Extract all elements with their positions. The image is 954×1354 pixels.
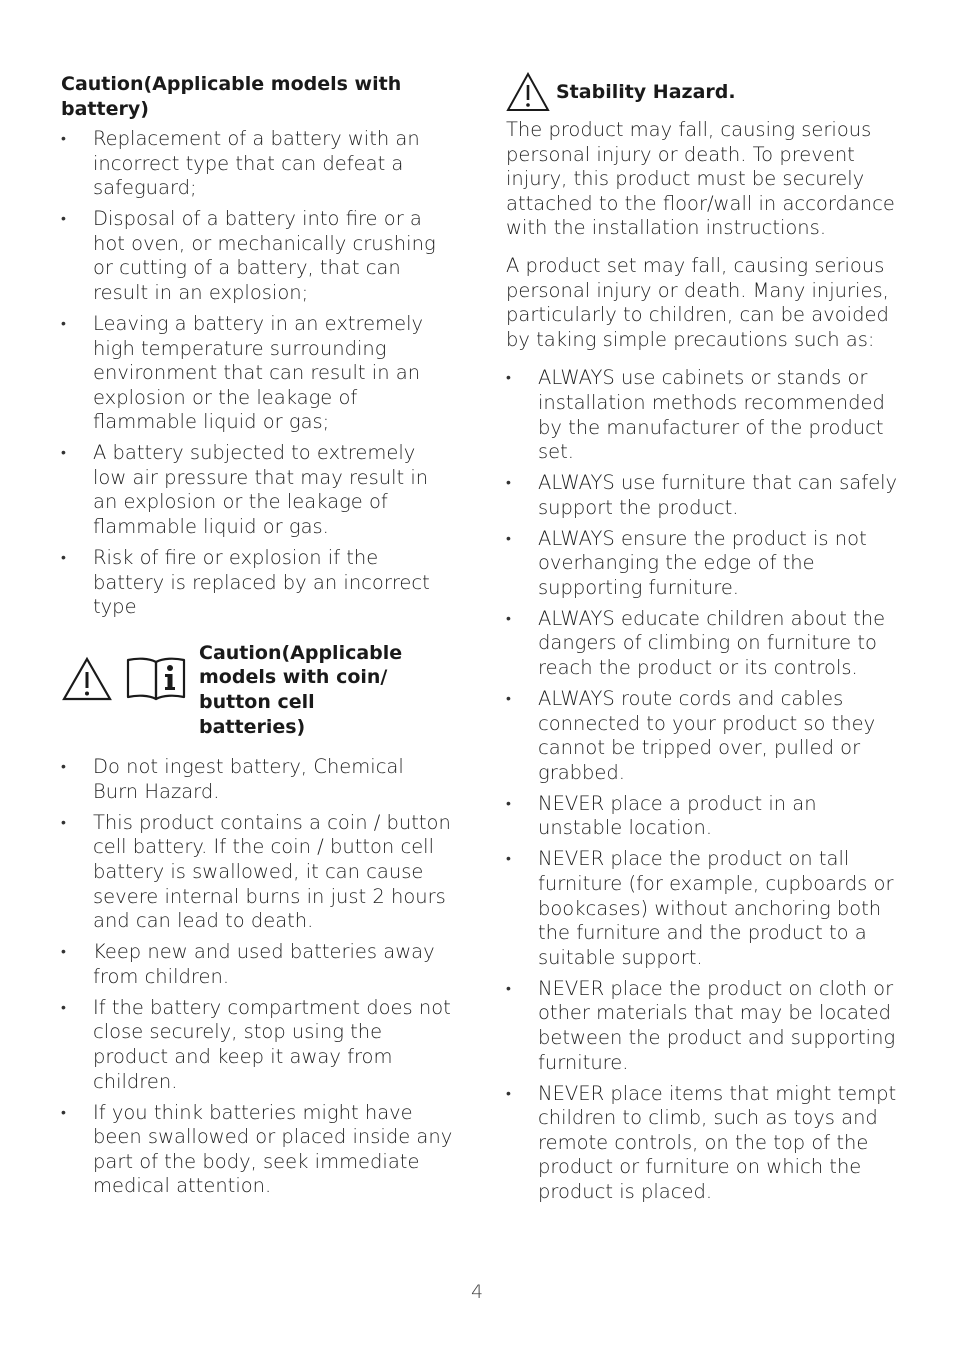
info-manual-icon [125,655,187,701]
bullet: • [61,944,66,961]
list-item: • NEVER place a product in an unstable location. [506,791,817,840]
warning-triangle-icon [506,72,550,112]
list-item: • If you think batteries might have been swallowed or placed inside any part of the body, seek immediate medical attention. [61,1100,453,1198]
bullet: • [506,610,511,627]
bullet: • [61,759,66,776]
list-item: • ALWAYS route cords and cables connected to your product so they cannot be tripped over, pulled or grabbed. [506,687,876,784]
list-item: • ALWAYS ensure the product is not overhanging the edge of the supporting furniture. [506,526,867,599]
list-item: • Do not ingest battery, Chemical Burn Hazard. [61,755,404,803]
list-item: • If the battery compartment does not close securely, stop using the product and keep it away from children. [61,995,451,1093]
coin-battery-caution-list [61,755,453,1199]
list-item: • Risk of fire or explosion if the battery is replaced by an incorrect type [61,546,430,619]
bullet: • [506,370,511,387]
bullet: • [61,445,66,462]
bullet: • [61,999,66,1016]
bullet: • [506,475,511,492]
bullet: • [61,315,66,332]
bullet: • [61,211,66,228]
bullet: • [506,1085,511,1102]
list-item: • NEVER place the product on cloth or other materials that may be located between the product and supporting furniture. [506,976,896,1074]
bullet: • [61,550,66,567]
list-item: • NEVER place items that might tempt children to climb, such as toys and remote controls, on the top of the product or furniture on which the product is placed. [506,1081,897,1203]
coin-battery-caution-heading: Caution(Applicable models with coin/ button cell batteries) [199,641,403,738]
list-item: • Replacement of a battery with an incorrect type that can defeat a safeguard; [61,127,420,200]
warning-triangle-icon [61,656,113,702]
list-item: • Leaving a battery in an extremely high temperature surrounding environment that can result in an explosion or the leakage of flammable liquid or gas; [61,311,424,434]
list-item: • ALWAYS use furniture that can safely support the product. [506,471,898,519]
bullet: • [506,795,511,812]
stability-paragraph-1: The product may fall, causing serious personal injury or death. To prevent injury, this product must be securely attached to the floor/wall in accordance with the installation instructions. [506,118,895,240]
battery-caution-heading: Caution(Applicable models with battery) [61,73,402,120]
list-item: • Keep new and used batteries away from children. [61,940,435,988]
page-number: 4 [470,1281,484,1303]
left-column [61,72,453,1205]
list-item: • ALWAYS use cabinets or stands or installation methods recommended by the manufacturer of the product set. [506,366,885,464]
bullet: • [61,131,66,147]
coin-battery-caution-header [61,642,453,739]
list-item: • A battery subjected to extremely low air pressure that may result in an explosion or the leakage of flammable liquid or gas. [61,441,429,539]
bullet: • [61,814,66,831]
bullet: • [506,851,511,868]
list-item: • NEVER place the product on tall furniture (for example, cupboards or bookcases) without anchoring both the furniture and the product to a suitable support. [506,847,894,969]
bullet: • [506,691,511,708]
list-item: • Disposal of a battery into fire or a hot oven, or mechanically crushing or cutting of a battery, that can result in an explosion; [61,207,436,304]
stability-hazard-heading: Stability Hazard. [556,80,736,103]
right-column [506,72,898,1211]
stability-hazard-header [506,72,898,112]
battery-caution-list [61,127,453,620]
list-item: • ALWAYS educate children about the dangers of climbing on furniture to reach the product or its controls. [506,606,886,680]
bullet: • [61,1104,66,1121]
bullet: • [506,530,511,547]
stability-precautions-list [506,366,898,1204]
bullet: • [506,980,511,997]
list-item: • This product contains a coin / button cell battery. If the coin / button cell battery is swallowed, it can cause severe internal burns in just 2 hours and can lead to death. [61,810,451,933]
stability-paragraph-2: A product set may fall, causing serious personal injury or death. Many injuries, particularly to children, can be avoided by taking simple precautions such as: [506,253,889,351]
